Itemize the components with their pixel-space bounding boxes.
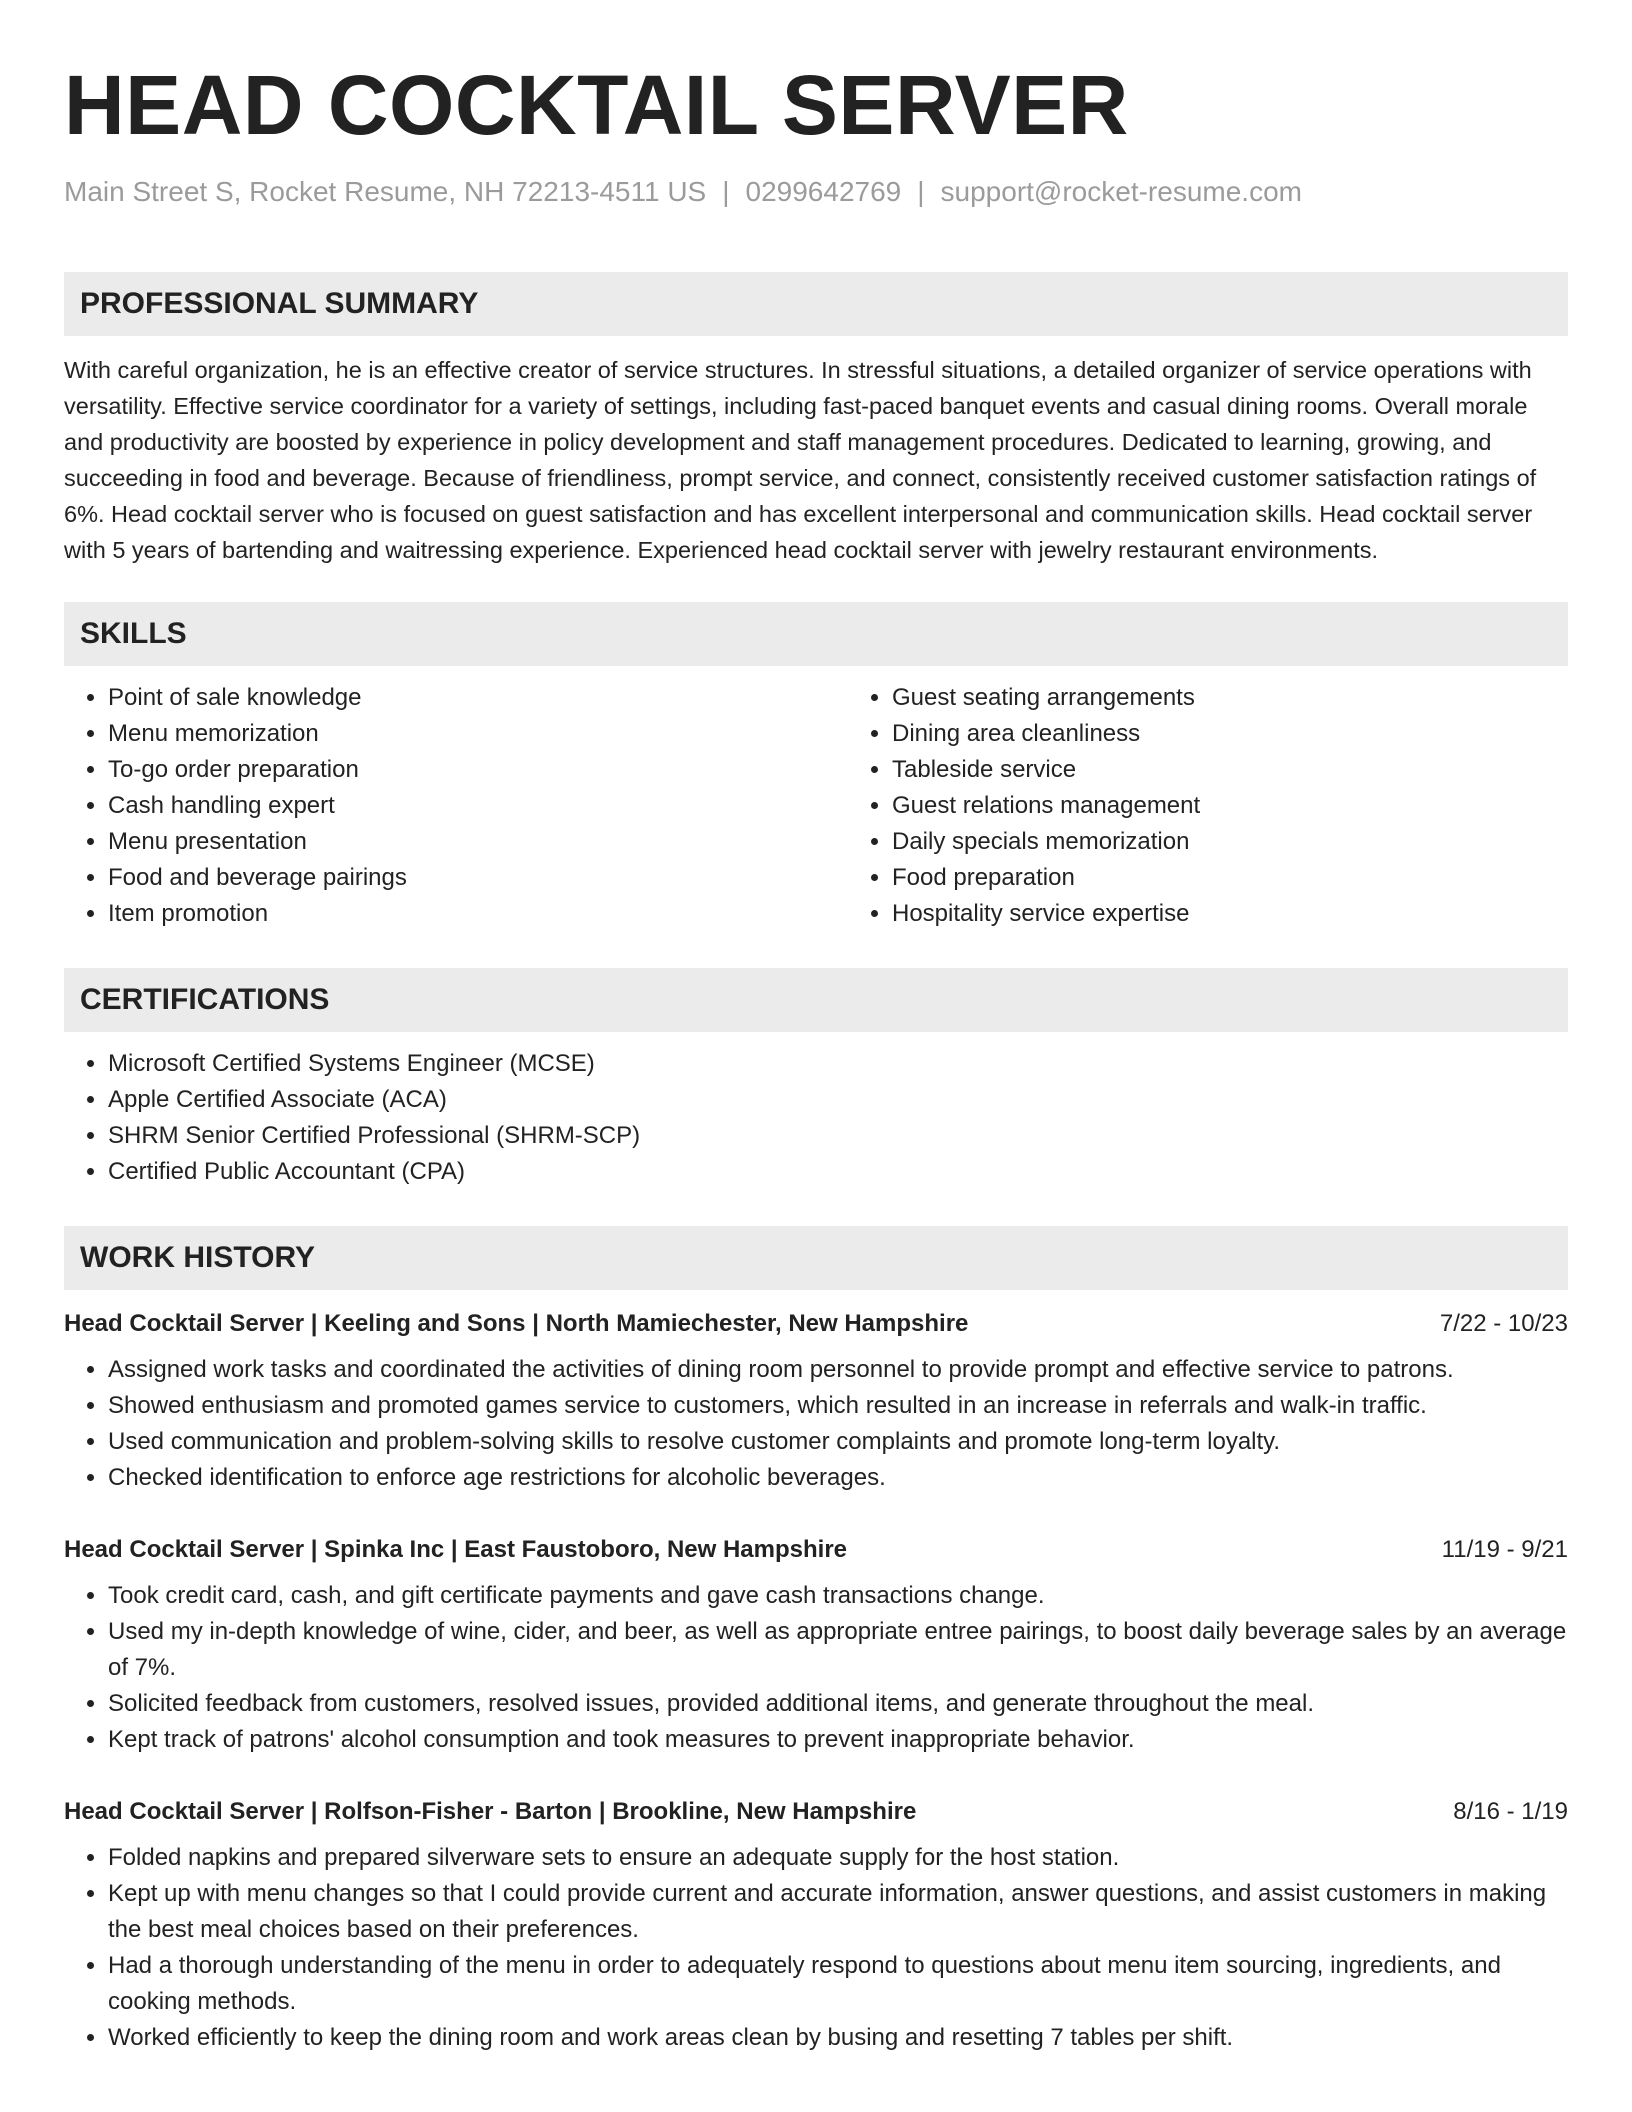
- job-dates: 8/16 - 1/19: [1453, 1798, 1568, 1825]
- list-item: • Food preparation: [892, 860, 1632, 896]
- list-item: • Dining area cleanliness: [892, 716, 1632, 752]
- candidate-title: HEAD COCKTAIL SERVER: [64, 58, 1129, 152]
- list-item: • Showed enthusiasm and promoted games service to customers, which resulted in an increase in referrals and walk-in traffic.: [108, 1388, 1568, 1424]
- list-item: • Checked identification to enforce age restrictions for alcoholic beverages.: [108, 1460, 1568, 1496]
- list-item: • Folded napkins and prepared silverware sets to ensure an adequate supply for the host station.: [108, 1840, 1568, 1876]
- section-heading-skills: SKILLS: [64, 602, 1568, 666]
- job-heading: Head Cocktail Server | Rolfson-Fisher - Barton | Brookline, New Hampshire: [64, 1798, 917, 1825]
- list-item: • Used communication and problem-solving skills to resolve customer complaints and promote long-term loyalty.: [108, 1424, 1568, 1460]
- section-heading-summary: PROFESSIONAL SUMMARY: [64, 272, 1568, 336]
- job-header: [64, 1532, 1568, 1568]
- job-dates: 7/22 - 10/23: [1439, 1310, 1568, 1337]
- contact-separator: |: [722, 176, 730, 207]
- contact-phone: 0299642769: [745, 176, 902, 207]
- job-dates: 11/19 - 9/21: [1441, 1536, 1568, 1563]
- job-bullets: [64, 1352, 1568, 1496]
- job-bullets: [64, 1840, 1568, 2056]
- list-item: • Worked efficiently to keep the dining room and work areas clean by busing and resetting 7 tables per shift.: [108, 2020, 1568, 2056]
- list-item: • Menu memorization: [108, 716, 848, 752]
- list-item: • Kept track of patrons' alcohol consumption and took measures to prevent inappropriate behavior.: [108, 1722, 1568, 1758]
- job-header: [64, 1794, 1568, 1830]
- list-item: • SHRM Senior Certified Professional (SHRM-SCP): [108, 1118, 1568, 1154]
- list-item: • Used my in-depth knowledge of wine, cider, and beer, as well as appropriate entree pairings, to boost daily beverage sales by an average of 7%.: [108, 1614, 1568, 1686]
- list-item: • Solicited feedback from customers, resolved issues, provided additional items, and generate throughout the meal.: [108, 1686, 1568, 1722]
- contact-separator: |: [917, 176, 925, 207]
- contact-address: Main Street S, Rocket Resume, NH 72213-4511 US: [64, 176, 707, 207]
- job-header: [64, 1306, 1568, 1342]
- list-item: • Assigned work tasks and coordinated the activities of dining room personnel to provide prompt and effective service to patrons.: [108, 1352, 1568, 1388]
- list-item: • Cash handling expert: [108, 788, 848, 824]
- job-entry: [64, 1532, 1568, 1758]
- section-heading-certifications: CERTIFICATIONS: [64, 968, 1568, 1032]
- list-item: • Food and beverage pairings: [108, 860, 848, 896]
- skills-list-right: [848, 680, 1632, 932]
- job-heading: Head Cocktail Server | Keeling and Sons | North Mamiechester, New Hampshire: [64, 1310, 969, 1337]
- job-entry: [64, 1794, 1568, 2056]
- list-item: • Point of sale knowledge: [108, 680, 848, 716]
- contact-line: [64, 174, 1568, 210]
- job-entry: [64, 1306, 1568, 1496]
- section-heading-work-history: WORK HISTORY: [64, 1226, 1568, 1290]
- contact-email: support@rocket-resume.com: [940, 176, 1302, 207]
- job-bullets: [64, 1578, 1568, 1758]
- list-item: • Item promotion: [108, 896, 848, 932]
- job-heading: Head Cocktail Server | Spinka Inc | East Faustoboro, New Hampshire: [64, 1536, 847, 1563]
- list-item: • Apple Certified Associate (ACA): [108, 1082, 1568, 1118]
- list-item: • Hospitality service expertise: [892, 896, 1632, 932]
- list-item: • Kept up with menu changes so that I could provide current and accurate information, answer questions, and assist customers in making the best meal choices based on their preferences.: [108, 1876, 1568, 1948]
- skills-grid: [64, 680, 1568, 932]
- list-item: • Daily specials memorization: [892, 824, 1632, 860]
- skills-list-left: [64, 680, 848, 932]
- list-item: • Tableside service: [892, 752, 1632, 788]
- list-item: • Guest seating arrangements: [892, 680, 1632, 716]
- list-item: • To-go order preparation: [108, 752, 848, 788]
- list-item: • Microsoft Certified Systems Engineer (MCSE): [108, 1046, 1568, 1082]
- list-item: • Had a thorough understanding of the menu in order to adequately respond to questions about menu item sourcing, ingredients, and cooking methods.: [108, 1948, 1568, 2020]
- list-item: • Certified Public Accountant (CPA): [108, 1154, 1568, 1190]
- certifications-list: [64, 1046, 1568, 1190]
- list-item: • Guest relations management: [892, 788, 1632, 824]
- list-item: • Menu presentation: [108, 824, 848, 860]
- summary-text: With careful organization, he is an effective creator of service structures. In stressful situations, a detailed organizer of service operations with versatility. Effective service coordinator for a variety of settings, including fast-paced banquet events and casual dining rooms. Overall morale and productivity are boosted by experience in policy development and staff management procedures. Dedicated to learning, growing, and succeeding in food and beverage. Because of friendliness, prompt service, and connect, consistently received customer satisfaction ratings of 6%. Head cocktail server who is focused on guest satisfaction and has excellent interpersonal and communication skills. Head cocktail server with 5 years of bartending and waitressing experience. Experienced head cocktail server with jewelry restaurant environments.: [64, 357, 1537, 563]
- list-item: • Took credit card, cash, and gift certificate payments and gave cash transactions change.: [108, 1578, 1568, 1614]
